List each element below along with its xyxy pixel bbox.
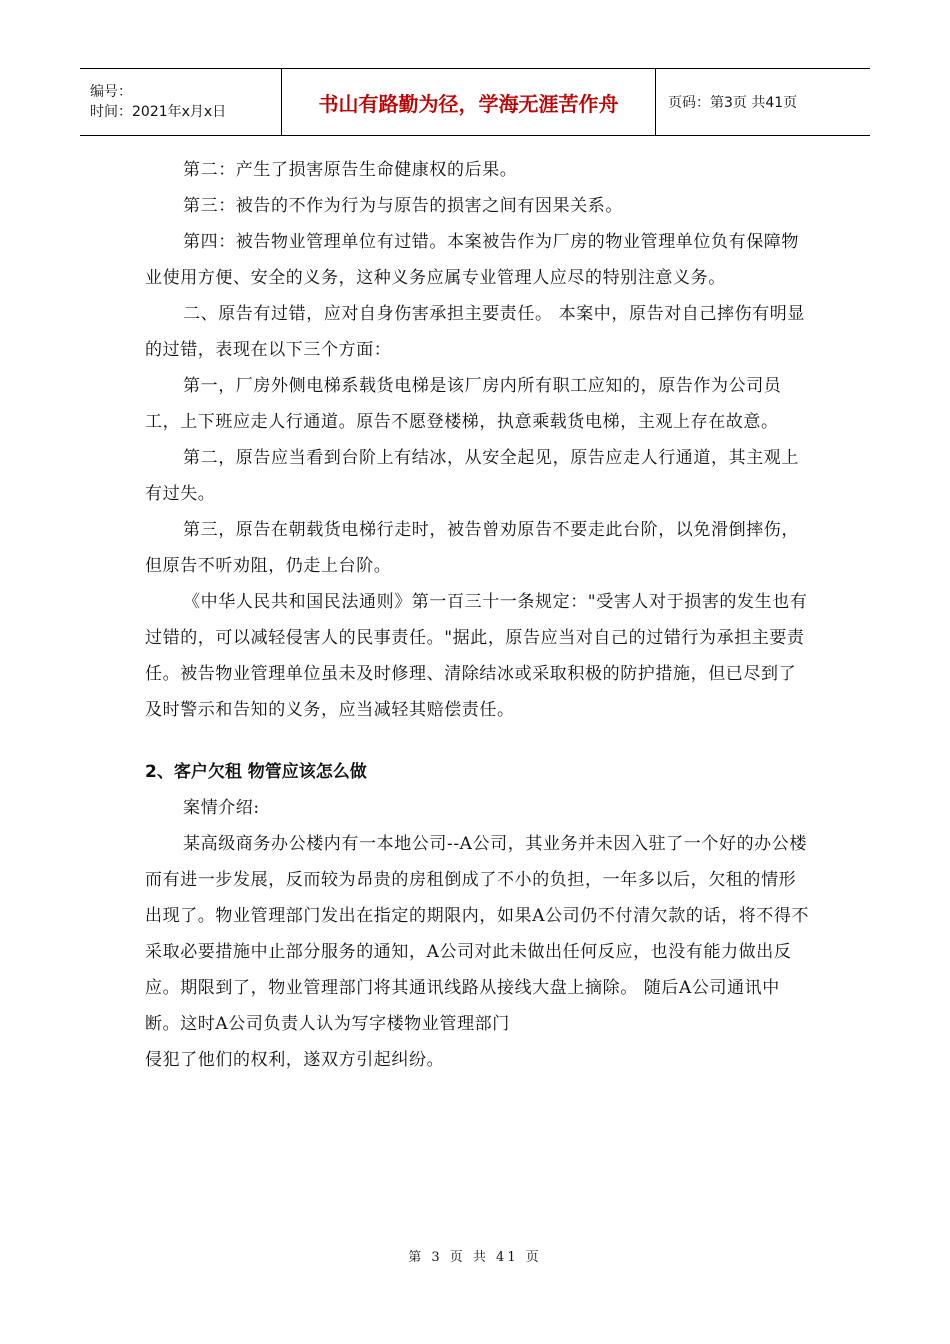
section-heading: 2、客户欠租 物管应该怎么做	[145, 762, 367, 782]
paragraph: 第四：被告物业管理单位有过错。本案被告作为厂房的物业管理单位负有保障物业使用方便、安全的义务，这种义务应属专业管理人应尽的特别注意义务。	[145, 232, 799, 288]
header-motto-cell	[282, 69, 656, 135]
paragraph: 侵犯了他们的权利，遂双方引起纠纷。	[145, 1050, 445, 1070]
paragraph: 第二，原告应当看到台阶上有结冰，从安全起见，原告应走人行通道，其主观上有过失。	[145, 448, 799, 504]
paragraph: 第三：被告的不作为行为与原告的损害之间有因果关系。	[183, 196, 623, 216]
paragraph: 第三，原告在朝载货电梯行走时，被告曾劝原告不要走此台阶，以免滑倒摔伤，但原告不听劝阻，仍走上台阶。	[145, 520, 799, 576]
paragraph: 某高级商务办公楼内有一本地公司--A公司，其业务并未因入驻了一个好的办公楼而有进一步发展，反而较为昂贵的房租倒成了不小的负担，一年多以后，欠租的情形出现了。物业管理部门发出在指定的期限内，如果A公司仍不付清欠款的话，将不得不采取必要措施中止部分服务的通知，A公司对此未做出任何反应，也没有能力做出反应。期限到了，物业管理部门将其通讯线路从接线大盘上摘除。 随后A公司通讯中断。这时A公司负责人认为写字楼物业管理部门	[145, 834, 810, 1034]
document-header	[80, 68, 870, 136]
paragraph: 《中华人民共和国民法通则》第一百三十一条规定："受害人对于损害的发生也有过错的，可以减轻侵害人的民事责任。"据此，原告应当对自己的过错行为承担主要责任。被告物业管理单位虽未及时修理、清除结冰或采取积极的防护措施，但已尽到了及时警示和告知的义务，应当减轻其赔偿责任。	[145, 592, 808, 720]
number-label: 编号：	[90, 84, 132, 100]
page-footer: 第 3 页 共 41 页	[408, 1250, 542, 1265]
document-body	[145, 152, 810, 1078]
header-motto: 书山有路勤为径，学海无涯苦作舟	[318, 91, 619, 116]
header-page-info-cell	[656, 69, 870, 135]
header-page-info: 页码：第3页 共41页	[668, 95, 798, 111]
paragraph: 第一，厂房外侧电梯系载货电梯是该厂房内所有职工应知的，原告作为公司员工，上下班应走人行通道。原告不愿登楼梯，执意乘载货电梯，主观上存在故意。	[145, 376, 782, 432]
time-label: 时间：2021年x月x日	[90, 104, 227, 120]
paragraph: 第二：产生了损害原告生命健康权的后果。	[183, 160, 518, 180]
header-meta	[80, 69, 282, 135]
paragraph: 二、原告有过错，应对自身伤害承担主要责任。 本案中，原告对自己摔伤有明显的过错，表现在以下三个方面：	[145, 304, 806, 360]
paragraph: 案情介绍:	[183, 798, 260, 818]
